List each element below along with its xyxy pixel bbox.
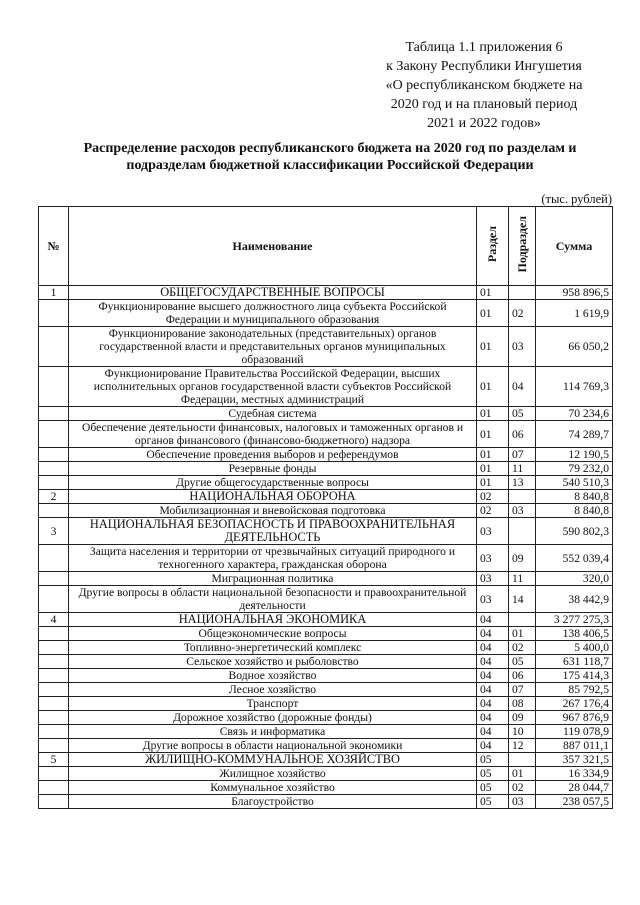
- row-sum: 238 057,5: [536, 795, 613, 809]
- row-number: [39, 407, 69, 421]
- row-podrazdel: 03: [509, 504, 536, 518]
- row-razdel: 01: [477, 367, 509, 407]
- row-podrazdel: 03: [509, 795, 536, 809]
- units-label: (тыс. рублей): [541, 192, 612, 206]
- row-number: [39, 300, 69, 327]
- col-header-podrazdel-label: Подраздел: [514, 216, 529, 273]
- row-podrazdel: 05: [509, 407, 536, 421]
- row-podrazdel: 14: [509, 586, 536, 613]
- row-name: Мобилизационная и вневойсковая подготовка: [69, 504, 477, 518]
- table-row: [39, 767, 613, 781]
- row-podrazdel: 06: [509, 421, 536, 448]
- row-number: [39, 795, 69, 809]
- row-podrazdel: [509, 518, 536, 545]
- row-name: Другие общегосударственные вопросы: [69, 476, 477, 490]
- row-razdel: 01: [477, 462, 509, 476]
- row-name: Обеспечение проведения выборов и референдумов: [69, 448, 477, 462]
- row-razdel: 01: [477, 476, 509, 490]
- row-name: НАЦИОНАЛЬНАЯ ОБОРОНА: [69, 490, 477, 504]
- row-name: НАЦИОНАЛЬНАЯ ЭКОНОМИКА: [69, 613, 477, 627]
- table-row: [39, 476, 613, 490]
- row-name: Связь и информатика: [69, 725, 477, 739]
- annex-line: Таблица 1.1 приложения 6: [405, 40, 563, 55]
- row-razdel: 01: [477, 286, 509, 300]
- row-sum: 85 792,5: [536, 683, 613, 697]
- row-podrazdel: 07: [509, 448, 536, 462]
- row-name: ОБЩЕГОСУДАРСТВЕННЫЕ ВОПРОСЫ: [69, 286, 477, 300]
- table-row: [39, 327, 613, 367]
- row-razdel: 04: [477, 739, 509, 753]
- row-number: [39, 697, 69, 711]
- row-number: 2: [39, 490, 69, 504]
- row-podrazdel: 02: [509, 781, 536, 795]
- row-number: 5: [39, 753, 69, 767]
- row-sum: 138 406,5: [536, 627, 613, 641]
- row-name: Судебная система: [69, 407, 477, 421]
- row-podrazdel: 13: [509, 476, 536, 490]
- row-podrazdel: 02: [509, 300, 536, 327]
- table-row: [39, 641, 613, 655]
- row-podrazdel: 03: [509, 327, 536, 367]
- row-razdel: 04: [477, 697, 509, 711]
- table-row: [39, 711, 613, 725]
- row-number: [39, 367, 69, 407]
- row-name: Функционирование Правительства Российской Федерации, высших исполнительных органов государственной власти субъектов Российской Федерации, местных администраций: [69, 367, 477, 407]
- row-name: Защита населения и территории от чрезвычайных ситуаций природного и техногенного характера, гражданская оборона: [69, 545, 477, 572]
- row-sum: 267 176,4: [536, 697, 613, 711]
- row-razdel: 05: [477, 781, 509, 795]
- row-number: [39, 781, 69, 795]
- row-sum: 28 044,7: [536, 781, 613, 795]
- row-razdel: 04: [477, 627, 509, 641]
- table-row: [39, 669, 613, 683]
- row-razdel: 02: [477, 504, 509, 518]
- row-podrazdel: 04: [509, 367, 536, 407]
- annex-line: 2020 год и на плановый период: [390, 97, 578, 112]
- row-name: НАЦИОНАЛЬНАЯ БЕЗОПАСНОСТЬ И ПРАВООХРАНИТЕЛЬНАЯ ДЕЯТЕЛЬНОСТЬ: [69, 518, 477, 545]
- row-sum: 590 802,3: [536, 518, 613, 545]
- row-number: [39, 641, 69, 655]
- row-razdel: 04: [477, 655, 509, 669]
- row-razdel: 04: [477, 613, 509, 627]
- row-razdel: 04: [477, 641, 509, 655]
- row-razdel: 03: [477, 545, 509, 572]
- row-razdel: 01: [477, 421, 509, 448]
- row-name: Топливно-энергетический комплекс: [69, 641, 477, 655]
- row-name: Функционирование высшего должностного лица субъекта Российской Федерации и муниципального образования: [69, 300, 477, 327]
- row-name: Благоустройство: [69, 795, 477, 809]
- row-name: ЖИЛИЩНО-КОММУНАЛЬНОЕ ХОЗЯЙСТВО: [69, 753, 477, 767]
- row-sum: 631 118,7: [536, 655, 613, 669]
- row-number: [39, 725, 69, 739]
- table-row: [39, 683, 613, 697]
- row-razdel: 02: [477, 490, 509, 504]
- row-sum: 3 277 275,3: [536, 613, 613, 627]
- row-number: [39, 448, 69, 462]
- row-sum: 114 769,3: [536, 367, 613, 407]
- table-section-row: [39, 518, 613, 545]
- row-name: Функционирование законодательных (представительных) органов государственной власти и представительных органов муниципальных образований: [69, 327, 477, 367]
- table-row: [39, 795, 613, 809]
- table-row: [39, 367, 613, 407]
- row-number: [39, 572, 69, 586]
- row-razdel: 01: [477, 407, 509, 421]
- row-sum: 79 232,0: [536, 462, 613, 476]
- row-name: Жилищное хозяйство: [69, 767, 477, 781]
- row-number: [39, 683, 69, 697]
- col-header-razdel: [477, 207, 509, 286]
- table-row: [39, 739, 613, 753]
- table-row: [39, 462, 613, 476]
- row-number: [39, 627, 69, 641]
- row-sum: 887 011,1: [536, 739, 613, 753]
- row-number: 4: [39, 613, 69, 627]
- row-name: Обеспечение деятельности финансовых, налоговых и таможенных органов и органов финансового (финансово-бюджетного) надзора: [69, 421, 477, 448]
- col-header-num: №: [39, 207, 69, 286]
- row-podrazdel: 10: [509, 725, 536, 739]
- row-sum: 967 876,9: [536, 711, 613, 725]
- table-row: [39, 545, 613, 572]
- row-number: [39, 545, 69, 572]
- row-number: [39, 669, 69, 683]
- row-podrazdel: 02: [509, 641, 536, 655]
- table-row: [39, 627, 613, 641]
- document-title: Распределение расходов республиканского бюджета на 2020 год по разделам и подразделам бюджетной классификации Российской Федерации: [83, 141, 577, 173]
- row-podrazdel: [509, 613, 536, 627]
- row-number: [39, 586, 69, 613]
- row-sum: 119 078,9: [536, 725, 613, 739]
- row-podrazdel: 01: [509, 627, 536, 641]
- row-number: [39, 767, 69, 781]
- row-podrazdel: [509, 286, 536, 300]
- row-number: [39, 327, 69, 367]
- row-podrazdel: [509, 753, 536, 767]
- table-row: [39, 655, 613, 669]
- row-number: [39, 739, 69, 753]
- row-sum: 540 510,3: [536, 476, 613, 490]
- annex-line: «О республиканском бюджете на: [385, 78, 583, 93]
- table-row: [39, 725, 613, 739]
- row-podrazdel: 05: [509, 655, 536, 669]
- row-sum: 1 619,9: [536, 300, 613, 327]
- row-name: Резервные фонды: [69, 462, 477, 476]
- row-number: [39, 655, 69, 669]
- row-number: [39, 711, 69, 725]
- table-row: [39, 504, 613, 518]
- row-razdel: 05: [477, 767, 509, 781]
- col-header-sum: Сумма: [536, 207, 613, 286]
- row-sum: 74 289,7: [536, 421, 613, 448]
- budget-table: [38, 206, 613, 809]
- row-name: Лесное хозяйство: [69, 683, 477, 697]
- row-number: [39, 462, 69, 476]
- row-sum: 175 414,3: [536, 669, 613, 683]
- row-sum: 70 234,6: [536, 407, 613, 421]
- row-sum: 66 050,2: [536, 327, 613, 367]
- row-number: [39, 476, 69, 490]
- col-header-name: Наименование: [69, 207, 477, 286]
- row-name: Сельское хозяйство и рыболовство: [69, 655, 477, 669]
- table-row: [39, 407, 613, 421]
- row-sum: 552 039,4: [536, 545, 613, 572]
- table-row: [39, 300, 613, 327]
- row-sum: 8 840,8: [536, 490, 613, 504]
- table-section-row: [39, 613, 613, 627]
- row-name: Водное хозяйство: [69, 669, 477, 683]
- table-section-row: [39, 286, 613, 300]
- row-name: Дорожное хозяйство (дорожные фонды): [69, 711, 477, 725]
- table-row: [39, 586, 613, 613]
- row-podrazdel: 09: [509, 545, 536, 572]
- row-razdel: 04: [477, 669, 509, 683]
- row-sum: 38 442,9: [536, 586, 613, 613]
- row-razdel: 03: [477, 586, 509, 613]
- row-name: Миграционная политика: [69, 572, 477, 586]
- row-podrazdel: 09: [509, 711, 536, 725]
- table-row: [39, 572, 613, 586]
- table-row: [39, 697, 613, 711]
- row-razdel: 04: [477, 711, 509, 725]
- row-podrazdel: 12: [509, 739, 536, 753]
- col-header-podrazdel: [509, 207, 536, 286]
- row-razdel: 04: [477, 725, 509, 739]
- row-sum: 357 321,5: [536, 753, 613, 767]
- table-row: [39, 448, 613, 462]
- annex-reference: [368, 38, 600, 133]
- row-name: Коммунальное хозяйство: [69, 781, 477, 795]
- row-sum: 320,0: [536, 572, 613, 586]
- row-number: 1: [39, 286, 69, 300]
- annex-line: 2021 и 2022 годов»: [427, 116, 541, 131]
- row-razdel: 01: [477, 300, 509, 327]
- row-sum: 12 190,5: [536, 448, 613, 462]
- row-podrazdel: 11: [509, 572, 536, 586]
- row-razdel: 05: [477, 795, 509, 809]
- table-row: [39, 421, 613, 448]
- row-number: 3: [39, 518, 69, 545]
- table-section-row: [39, 490, 613, 504]
- row-name: Другие вопросы в области национальной безопасности и правоохранительной деятельности: [69, 586, 477, 613]
- row-podrazdel: 07: [509, 683, 536, 697]
- row-podrazdel: 08: [509, 697, 536, 711]
- row-razdel: 05: [477, 753, 509, 767]
- row-name: Другие вопросы в области национальной экономики: [69, 739, 477, 753]
- row-name: Общеэкономические вопросы: [69, 627, 477, 641]
- row-podrazdel: 11: [509, 462, 536, 476]
- row-sum: 8 840,8: [536, 504, 613, 518]
- row-name: Транспорт: [69, 697, 477, 711]
- row-number: [39, 504, 69, 518]
- row-podrazdel: [509, 490, 536, 504]
- table-section-row: [39, 753, 613, 767]
- annex-line: к Закону Республики Ингушетия: [386, 59, 582, 74]
- table-row: [39, 781, 613, 795]
- row-podrazdel: 06: [509, 669, 536, 683]
- row-number: [39, 421, 69, 448]
- col-header-razdel-label: Раздел: [485, 226, 499, 263]
- row-razdel: 03: [477, 572, 509, 586]
- table-header-row: [39, 207, 613, 286]
- row-podrazdel: 01: [509, 767, 536, 781]
- row-razdel: 01: [477, 327, 509, 367]
- row-razdel: 04: [477, 683, 509, 697]
- row-razdel: 03: [477, 518, 509, 545]
- row-sum: 958 896,5: [536, 286, 613, 300]
- row-sum: 16 334,9: [536, 767, 613, 781]
- row-sum: 5 400,0: [536, 641, 613, 655]
- row-razdel: 01: [477, 448, 509, 462]
